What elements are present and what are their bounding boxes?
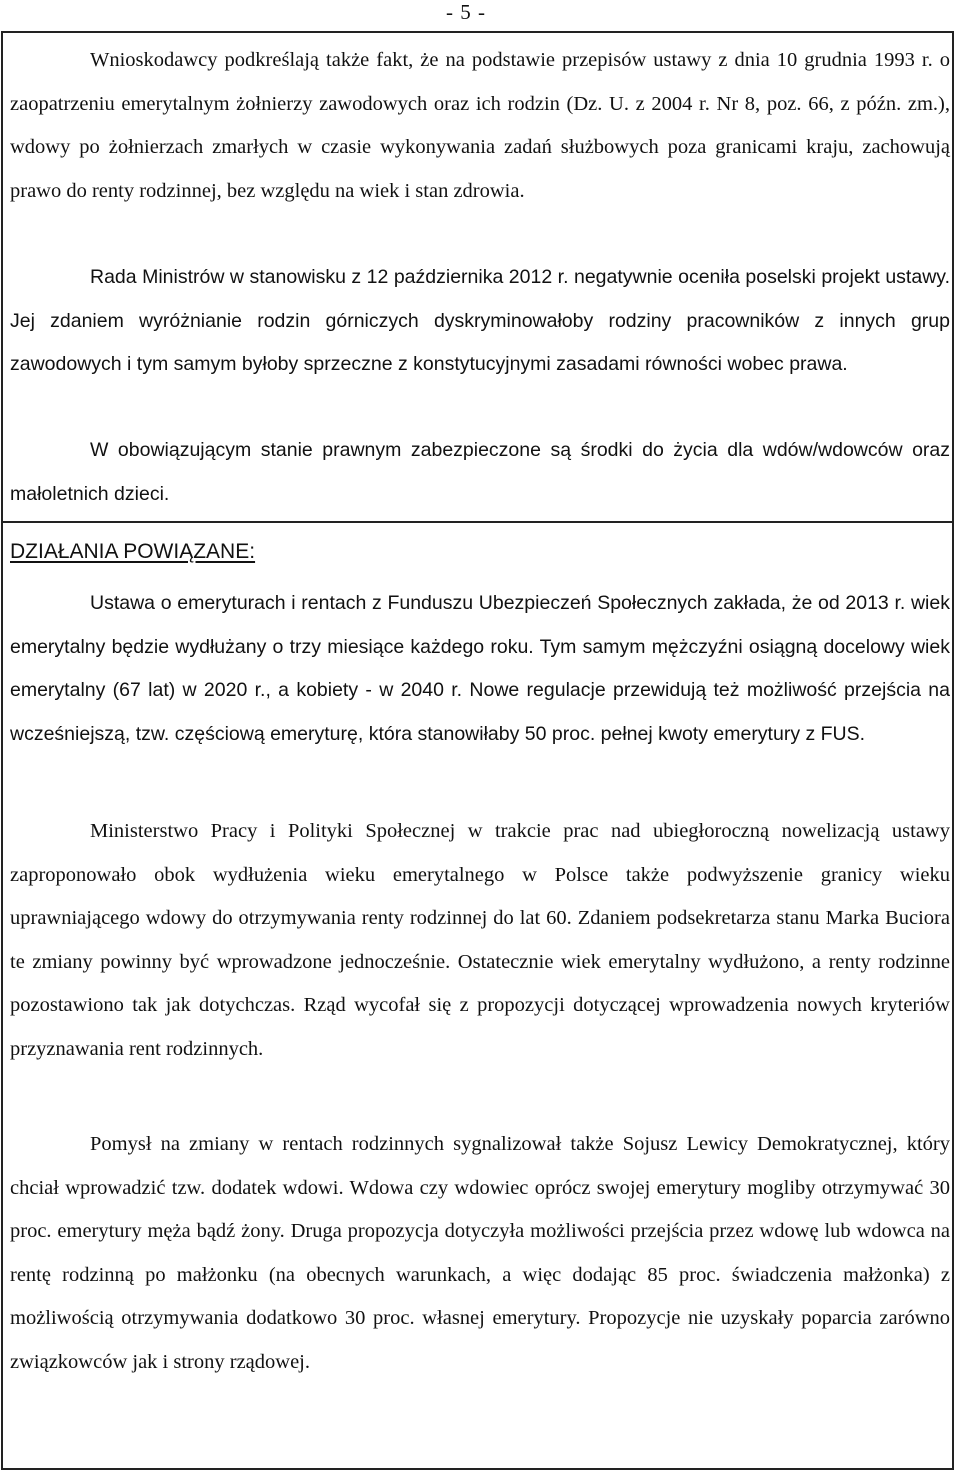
section-divider: [3, 521, 952, 523]
page-number: - 5 -: [446, 0, 486, 24]
paragraph-pomysl: [10, 1123, 950, 1384]
paragraph-ustawa: [10, 582, 950, 756]
paragraph-ministerstwo-text: Ministerstwo Pracy i Polityki Społecznej w trakcie prac nad ubiegłoroczną nowelizacją ustawy zaproponowało obok wydłużenia wieku emerytalnego w Polsce także podwyższenie granicy wieku uprawniającego wdowy do otrzymywania renty rodzinnej do lat 60. Zdaniem podsekretarza stanu Marka Buciora te zmiany powinny być wprowadzone jednocześnie. Ostatecznie wiek emerytalny wydłużono, a renty rodzinne pozostawiono tak jak dotychczas. Rząd wycofał się z propozycji dotyczącej wprowadzenia nowych kryteriów przyznawania rent rodzinnych.: [10, 820, 950, 1060]
section-heading-dzialania: DZIAŁANIA POWIĄZANE:: [10, 540, 256, 563]
paragraph-ministerstwo: [10, 810, 950, 1071]
paragraph-stan-prawny-text: W obowiązującym stanie prawnym zabezpieczone są środki do życia dla wdów/wdowców oraz małoletnich dzieci.: [10, 439, 950, 505]
paragraph-rada-ministrow-text: Rada Ministrów w stanowisku z 12 października 2012 r. negatywnie oceniła poselski projekt ustawy. Jej zdaniem wyróżnianie rodzin górniczych dyskryminowałoby rodziny pracowników z innych grup zawodowych i tym samym byłoby sprzeczne z konstytucyjnymi zasadami równości wobec prawa.: [10, 266, 950, 375]
paragraph-wnioskodawcy: [10, 39, 950, 213]
paragraph-ustawa-text: Ustawa o emeryturach i rentach z Funduszu Ubezpieczeń Społecznych zakłada, że od 2013 r. wiek emerytalny będzie wydłużany o trzy miesiące każdego roku. Tym samym mężczyźni osiągną docelowy wiek emerytalny (67 lat) w 2020 r., a kobiety - w 2040 r. Nowe regulacje przewidują też możliwość przejścia na wcześniejszą, tzw. częściową emeryturę, która stanowiłaby 50 proc. pełnej kwoty emerytury z FUS.: [10, 592, 950, 745]
paragraph-rada-ministrow: [10, 256, 950, 387]
paragraph-wnioskodawcy-text: Wnioskodawcy podkreślają także fakt, że na podstawie przepisów ustawy z dnia 10 grudnia 1993 r. o zaopatrzeniu emerytalnym żołnierzy zawodowych oraz ich rodzin (Dz. U. z 2004 r. Nr 8, poz. 66, z późn. zm.), wdowy po żołnierzach zmarłych w czasie wykonywania zadań służbowych poza granicami kraju, zachowują prawo do renty rodzinnej, bez względu na wiek i stan zdrowia.: [10, 49, 950, 202]
paragraph-stan-prawny: [10, 429, 950, 516]
paragraph-pomysl-text: Pomysł na zmiany w rentach rodzinnych sygnalizował także Sojusz Lewicy Demokratycznej, który chciał wprowadzić tzw. dodatek wdowi. Wdowa czy wdowiec oprócz swojej emerytury mogliby otrzymywać 30 proc. emerytury męża bądź żony. Druga propozycja dotyczyła możliwości przejścia przez wdowę lub wdowca na rentę rodzinną po małżonku (na obecnych warunkach, a więc dodając 85 proc. świadczenia małżonka) z możliwością otrzymywania dodatkowo 30 proc. własnej emerytury. Propozycje nie uzyskały poparcia zarówno związkowców jak i strony rządowej.: [10, 1133, 950, 1373]
